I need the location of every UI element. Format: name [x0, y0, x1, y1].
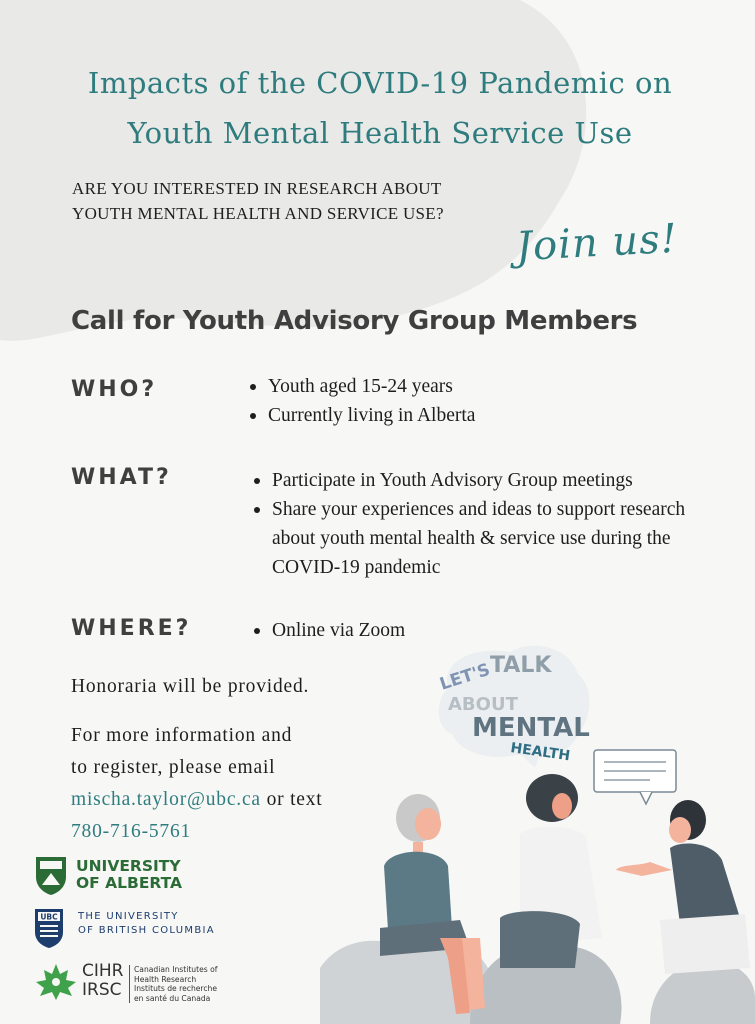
ubc-wordmark — [78, 910, 215, 938]
cihr-name-line: Canadian Institutes of — [134, 965, 218, 974]
question-line-1: ARE YOU INTERESTED IN RESEARCH ABOUT — [72, 179, 442, 198]
ubc-crest-icon — [34, 908, 64, 948]
cihr-acronym-en: CIHR — [82, 961, 124, 981]
title-line-1: Impacts of the COVID-19 Pandemic on — [87, 66, 673, 100]
brain-word: TALK — [490, 653, 552, 678]
cihr-name-line: Health Research — [134, 974, 197, 984]
page-title — [40, 58, 720, 158]
who-item: Currently living in Alberta — [250, 401, 475, 430]
what-list — [254, 466, 714, 582]
what-item: Share your experiences and ideas to support research about youth mental health & service use during the COVID-19 pandemic — [254, 495, 714, 582]
contact-line-2: to register, please email — [71, 757, 276, 778]
brain-word: LET'S — [437, 659, 493, 695]
cihr-leaf-icon — [34, 962, 78, 1002]
or-text: or text — [260, 789, 323, 810]
cihr-name-line: Instituts de recherche — [134, 984, 218, 994]
cihr-fullname — [129, 965, 217, 1003]
ualberta-line-2: OF ALBERTA — [76, 874, 183, 892]
contact-line-1: For more information and — [71, 725, 293, 746]
where-item: Online via Zoom — [254, 616, 405, 645]
ubc-line-2: OF BRITISH COLUMBIA — [78, 925, 215, 936]
what-item: Participate in Youth Advisory Group meetings — [254, 466, 714, 495]
ualberta-line-1: UNIVERSITY — [76, 857, 181, 875]
cihr-logo — [34, 961, 218, 1006]
honoraria-note: Honoraria will be provided. — [71, 676, 310, 697]
who-label: WHO? — [71, 377, 158, 402]
who-list — [250, 372, 475, 430]
brain-word: ABOUT — [448, 694, 518, 715]
ualberta-logo — [34, 855, 183, 899]
cihr-acronym-fr: IRSC — [82, 980, 122, 1000]
ualberta-wordmark — [76, 858, 182, 892]
people-talking-illustration — [320, 638, 755, 1024]
cihr-name-line: en santé du Canada — [134, 993, 211, 1003]
person-middle — [500, 774, 602, 968]
brain-word: MENTAL — [472, 713, 590, 743]
who-item: Youth aged 15-24 years — [250, 372, 475, 401]
brain-word: HEALTH — [509, 740, 572, 765]
where-label: WHERE? — [71, 616, 192, 641]
intro-question — [72, 176, 512, 226]
ubc-line-1: THE UNIVERSITY — [78, 911, 179, 922]
phone-number[interactable]: 780-716-5761 — [71, 821, 192, 842]
join-us-text: Join us! — [514, 215, 679, 271]
email-link[interactable]: mischa.taylor@ubc.ca — [71, 789, 261, 810]
call-heading: Call for Youth Advisory Group Members — [71, 306, 638, 336]
title-line-2: Youth Mental Health Service Use — [127, 116, 633, 150]
question-line-2: YOUTH MENTAL HEALTH AND SERVICE USE? — [72, 204, 444, 223]
cihr-acronym — [82, 962, 123, 1000]
ualberta-crest-icon — [34, 855, 68, 895]
ubc-badge-text: UBC — [40, 912, 58, 922]
ubc-logo — [34, 908, 215, 952]
speech-bubble-icon — [594, 750, 676, 804]
person-right — [616, 800, 750, 974]
what-label: WHAT? — [71, 465, 172, 490]
